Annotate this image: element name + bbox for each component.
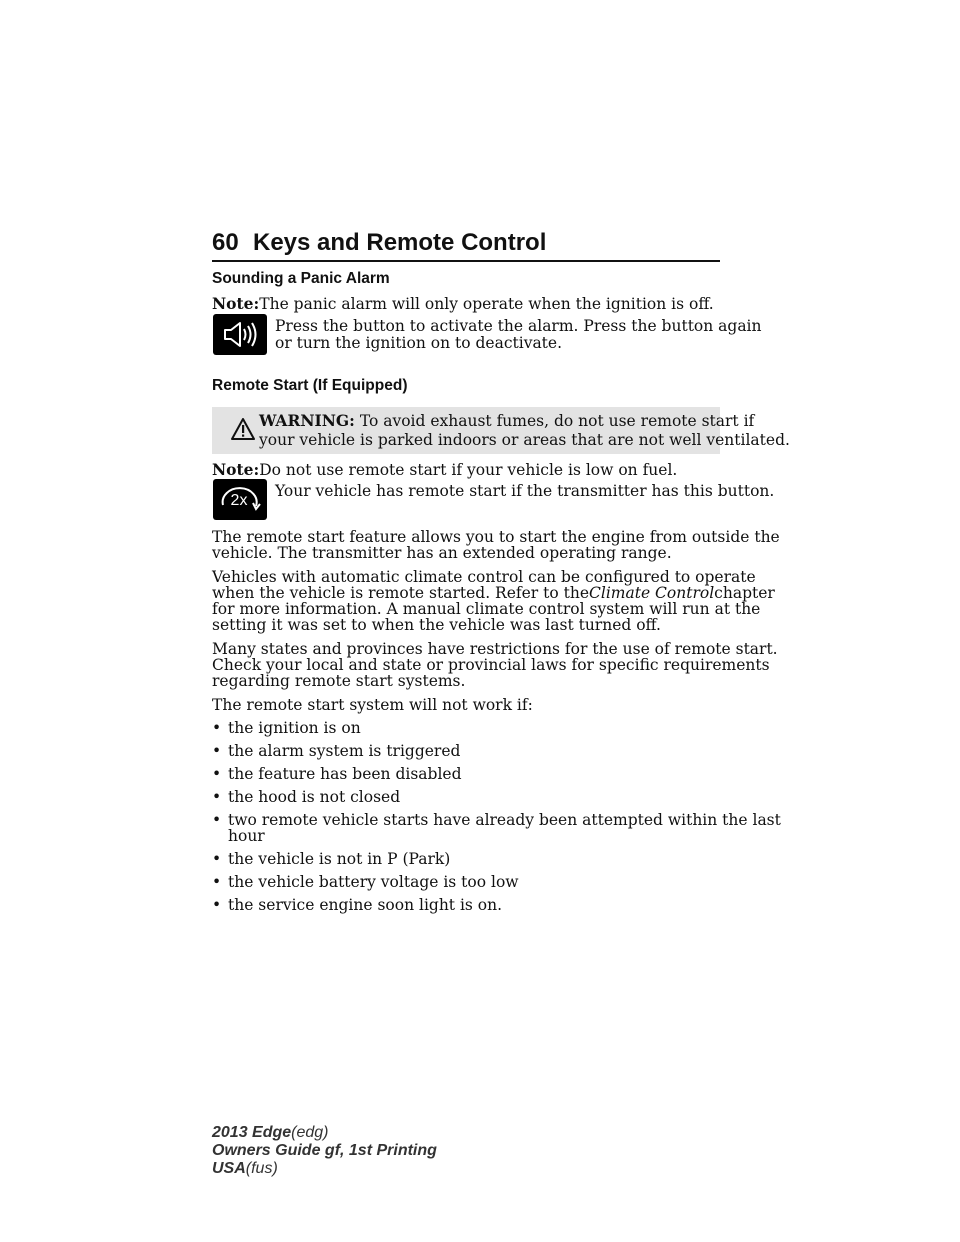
para2-line-2-pre: when the vehicle is remote started. Refer to the (212, 584, 590, 602)
bullet-marker: • (212, 896, 222, 914)
list-item: the hood is not closed (228, 788, 401, 806)
para2-line-3: for more information. A manual climate control system will run at the (212, 600, 761, 618)
remote-start-heading: Remote Start (If Equipped) (212, 377, 408, 394)
bullet-marker: • (212, 873, 222, 891)
bullet-marker: • (212, 788, 222, 806)
footer-model: 2013 Edge (212, 1124, 292, 1141)
warning-line-1 (259, 412, 754, 430)
remote-note (212, 461, 677, 479)
footer-guide-line (212, 1142, 437, 1159)
list-item: the feature has been disabled (228, 765, 462, 783)
para2-line-2-post: chapter (714, 584, 775, 602)
footer-market-code: (fus) (245, 1160, 278, 1177)
para2-line-1: Vehicles with automatic climate control can be configured to operate (212, 568, 756, 586)
list-item: two remote vehicle starts have already been attempted within the last (228, 811, 781, 829)
bullet-marker: • (212, 811, 222, 829)
header-rule (212, 260, 720, 262)
para3-line-3: regarding remote start systems. (212, 672, 466, 690)
page-header (212, 228, 720, 262)
bullet-marker: • (212, 742, 222, 760)
footer-market-line (212, 1160, 278, 1177)
footer-market: USA (212, 1160, 246, 1177)
panic-note (212, 295, 714, 313)
para1-line-2: vehicle. The transmitter has an extended operating range. (212, 544, 672, 562)
remote-icon-caption: Your vehicle has remote start if the transmitter has this button. (275, 482, 775, 500)
list-item: the vehicle battery voltage is too low (228, 873, 519, 891)
list-item: the alarm system is triggered (228, 742, 461, 760)
page-number: 60 (212, 229, 239, 256)
bullet-marker: • (212, 765, 222, 783)
list-item: the service engine soon light is on. (228, 896, 503, 914)
bullet-marker: • (212, 850, 222, 868)
footer-model-line (212, 1124, 329, 1141)
warning-label: WARNING: (259, 411, 355, 430)
list-item: the vehicle is not in P (Park) (228, 850, 451, 868)
para3-line-2: Check your local and state or provincial laws for specific requirements (212, 656, 770, 674)
note-label: Note: (212, 460, 260, 479)
climate-control-reference: Climate Control (589, 584, 715, 602)
remote-start-2x-icon (213, 479, 267, 520)
list-item-continuation: hour (228, 827, 265, 845)
footer-guide: Owners Guide gf, 1st Printing (212, 1142, 437, 1159)
panic-body-line-1: Press the button to activate the alarm. Press the button again (275, 317, 762, 335)
warning-text-2: your vehicle is parked indoors or areas that are not well ventilated. (259, 431, 790, 449)
panic-body-line-2: or turn the ignition on to deactivate. (275, 334, 563, 352)
warning-triangle-icon (230, 417, 256, 445)
horn-sound-icon (213, 314, 267, 355)
note-text: Do not use remote start if your vehicle is low on fuel. (259, 461, 678, 479)
panic-alarm-heading: Sounding a Panic Alarm (212, 270, 390, 287)
list-intro: The remote start system will not work if: (212, 696, 533, 714)
note-label: Note: (212, 294, 260, 313)
para1-line-1: The remote start feature allows you to start the engine from outside the (212, 528, 780, 546)
bullet-marker: • (212, 719, 222, 737)
footer-model-code: (edg) (291, 1124, 329, 1141)
warning-box (212, 407, 790, 454)
list-item: the ignition is on (228, 719, 361, 737)
warning-text-1: To avoid exhaust fumes, do not use remote start if (359, 412, 755, 430)
note-text: The panic alarm will only operate when the ignition is off. (259, 295, 714, 313)
chapter-title: Keys and Remote Control (253, 229, 547, 256)
para3-line-1: Many states and provinces have restrictions for the use of remote start. (212, 640, 778, 658)
icon-2x-label: 2x (230, 492, 248, 509)
para2-line-4: setting it was set to when the vehicle was last turned off. (212, 616, 661, 634)
